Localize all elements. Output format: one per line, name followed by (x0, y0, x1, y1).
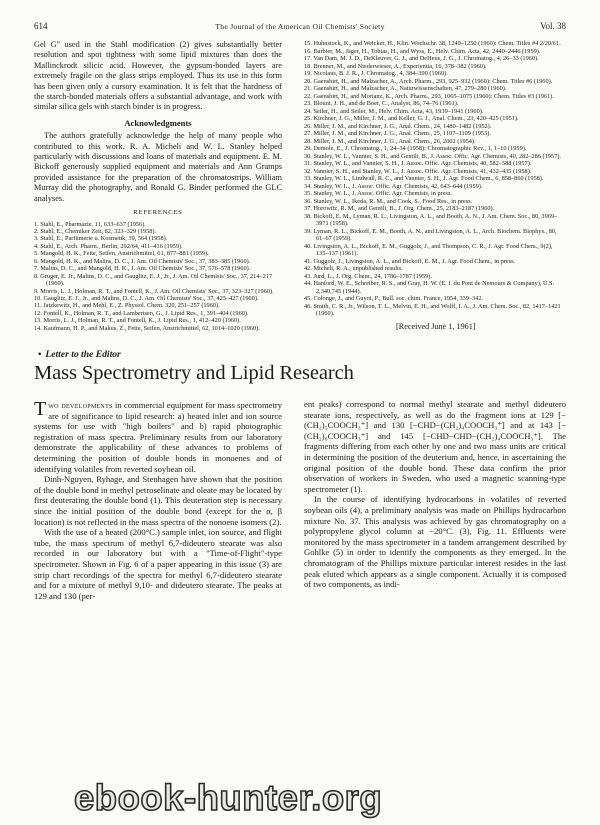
paragraph-text: in commercial equipment for mass spectrometry are of significance to lipid research: a) heated inlet and ion source systems for use with "high boilers" and b) rapid photographic registration of mass spectra. Preliminary results from our laboratory demonstrate the applicability of these advances to problems of determining the position of double bonds in monoenes and of identifying volatiles from reverted soybean oil. (34, 400, 282, 474)
reference-item: 33. Stanley, W. L., Lindwall, R. C., and Vannier, S. H., J. Agr. Food Chem., 6, 858–860 (1958). (304, 175, 544, 182)
article-paragraph: Dinh-Nguyen, Ryhage, and Stenhagen have shown that the position of the double bond in methyl petroselinate and oleate may be located by first deuterating the double bond (1). This deuteration step is necessary since the initial position of the double bond (except for the α, β location) is not reflected in the mass spectra of the nonoene isomers (2). (34, 474, 282, 527)
continuation-paragraph: Gel G'' used in the Stahl modification (2) gives substantially better resolution and spot tightness with some lipid mixtures than does the Mallinckrodt silicic acid. However, the gypsum-bonded layers are extremely fragile on the glass strips employed. Thus its use in this form has been given only a cursory examination. It is felt that the hardness of the starch-bonded materials offers a substantial advantage, and work with similar silica gels with starch binder is in progress. (34, 40, 282, 112)
reference-item: 17. Van Dam, M. J. D., DeKleuver, G. J., and DeHeus, J. G., J. Chromatog., 4, 26–33 (1960). (304, 55, 539, 62)
watermark: ebook-hunter.org (74, 777, 383, 818)
reference-item: 18. Brenner, M., and Niederwieser, A., Experientia, 16, 378–382 (1960). (304, 62, 487, 70)
reference-item: 26. Miller, J. M., and Kirchner, J. G., Anal. Chem., 24, 1480–1482 (1952). (304, 122, 492, 130)
reference-item: 27. Miller, J. M., and Kirchner, J. G., Anal. Chem., 25, 1107–1109 (1953). (304, 130, 491, 137)
volume-label: Vol. 38 (540, 21, 566, 31)
reference-item: 19. Nicolaus, B. J. R., J. Chromatog., 4, 384–390 (1960). (304, 70, 448, 77)
reference-item: 25. Kirchner, J. G., Miller, J. M., and Keller, G. J., Anal. Chem., 23, 420–425 (1951). (304, 115, 519, 122)
reference-item: 46. Smith, C. R., Jr., Wilson, T. L., Melvin, E. H., and Wolff, I. A., J. Am. Chem. Soc., 82, 1417–1421 (1960). (304, 302, 561, 317)
reference-item: 32. Vannier, S. H., and Stanley, W. L., J. Assoc. Offic. Agr. Chemists, 41, 432–435 (1958). (304, 167, 532, 175)
reference-item: 10. Gauglitz, E. J., Jr., and Malins, D. C., J. Am. Oil Chemists' Soc., 37, 425–427 (1960). (34, 295, 259, 303)
drop-cap: T (34, 398, 47, 420)
reference-item: 6. Mangold, H. K., and Malins, D. C., J. Am. Oil Chemists' Soc., 37, 383–385 (1960). (34, 257, 251, 265)
reference-item: 3. Stahl, E., Parfümerie u. Kosmetik, 39, 564 (1958). (34, 235, 168, 243)
acknowledgments-paragraph: The authors gratefully acknowledge the help of many people who contributed to this work. R. A. Micheli and W. L. Stanley helped particularly with discussions and loans of materials and equipment. E. M. Bickoff generously supplied equipment and materials and Ann Gramps provided assistance for the preparation of the chromatostrips. William Murray did the photography, and Ronald G. Binder performed the GLC analyses. (34, 131, 282, 203)
bullet-icon: • (38, 349, 42, 360)
reference-item: 16. Barbier, M., Jäger, H., Tobias, H., and Wyss, E., Helv. Chim. Acta, 42, 2440–2446 (1959). (304, 47, 541, 55)
reference-item: 28. Miller, J. M., and Kirchner, J. G., Anal. Chem., 26, 2002 (1954). (304, 137, 476, 145)
article-title: Mass Spectrometry and Lipid Research (34, 362, 354, 384)
article-paragraph: With the use of a heated (200°C.) sample inlet, ion source, and flight tube, the mass spectrum of methyl 6,7-dideutero stearate was also recorded in our laboratory but with a "Time-of-Flight"-type spectrometer. Shown in Fig. 6 of a paper appearing in this issue (3) are strip chart recordings of the spectra for methyl 6,7-dideutero stearate and for a mixture of methyl 9,10- and dideutero stearate. The peaks at 129 and 130 (per- (34, 527, 282, 601)
references-list-left (34, 221, 282, 333)
article-paragraph: In the course of identifying hydrocarbons in volatiles of reverted soybean oils (4), a preliminary analysis was made on Phillips hydrocarbon mixture No. 37. This analysis was achieved by gas chromatography on a polypropylene glycol column at −20°C. (3), Fig. 11. Effluents were monitored by the mass spectrometer in a tandem arrangement described by Gohlke (5) in order to identify the components as they emerged. In the chromatogram of the Phillips mixture particular interest resides in the last peak eluted which appears as a single component. Actually it is composed of two components, as indi- (304, 494, 566, 590)
reference-item: 13. Morris, L. J., Holman, R. T., and Fontell, K., J. Lipid Res., 1, 412–420 (1960). (34, 317, 241, 325)
reference-item: 20. Gaenshirt, H., and Malzacher, A., Arch. Pharm., 293, 925–932 (1960): Chem. Titles #6 (1960). (304, 77, 553, 85)
reference-item: 8. Gruger, E. Jr., Malins, D. C., and Gauglitz, E. J., Jr., J. Am. Oil Chemists' Soc., 37, 214–217 (1960). (34, 272, 273, 288)
reference-item: 4. Stahl, E., Arch. Pharm., Berlin, 292/64, 411–416 (1959). (34, 242, 183, 250)
reference-item: 22. Gaenshirt, H., and Morianz, K., Arch. Pharm., 293, 1065–1075 (1960): Chem. Titles #3 (1961). (304, 92, 554, 100)
reference-item: 23. Blount, J. H., and de Boer, C., Analyst, 86, 74–76 (1961). (304, 100, 459, 107)
reference-item: 42. Micheli, R. A., unpublished results. (304, 265, 403, 272)
reference-item: 41. Guggolz, J., Livingston, A. L., and Bickoff, E. M., J. Agr. Food Chem., in press. (304, 257, 516, 265)
reference-item: 43. Jurd, L., J. Org. Chem., 24, 1786–1787 (1959). (304, 272, 432, 280)
lead-in: wo developments (48, 400, 113, 410)
reference-item: 5. Mangold, H. K., Fette, Seifen, Anstrichmittel, 61, 877–881 (1959). (34, 250, 209, 258)
reference-item: 30. Stanley, W. L., Vannier, S. H., and Gentili, B., J. Assoc. Offic. Agr. Chemists, 40, 282–286 (1957). (304, 152, 561, 160)
references-heading: REFERENCES (133, 209, 183, 217)
reference-item: 11. Jatzkewitz, H., and Mehl, E., Z. Physiol. Chem. 320, 251–257 (1960). (34, 302, 220, 310)
previous-article-left-column (34, 40, 282, 332)
section-label (38, 349, 121, 360)
article-paragraph: ent peaks) correspond to normal methyl stearate and methyl dideutero stearate ions, respectively, as well as do the fragment ions at 129 [−(CH₂)₅COOCH₃⁺] and 130 [−CHD−(CH₂)₄COOCH₃⁺] and at 143 [−(CH₂)₆COOCH₃⁺] and 145 [−CHD−CHD−(CH₂)₄COOCH₃⁺]. The fragments differing from each other by one and two mass units are critical in determining the position of the deuterium and, hence, in ascertaining the original position of the double bond. These data confirm the prior observation of workers in Sweden, who used a magnetic scanning-type spectrometer (1). (304, 399, 566, 494)
reference-item: 1. Stahl, E., Pharmazie, 11, 633–637 (1956). (34, 220, 146, 228)
reference-item: 9. Morris, L. J., Holman, R. T., and Fontell, K., J. Am. Oil Chemists' Soc., 37, 323–327 (1960). (34, 287, 274, 295)
article-left-column (34, 400, 282, 601)
reference-item: 45. Colonge, J., and Guyot, P., Bull. soc. chim. France, 1954, 339–342. (304, 295, 484, 302)
reference-item: 37. Horowitz, R. M., and Gentili, B., J. Org. Chem., 25, 2183–2187 (1960). (304, 205, 495, 212)
references-list-right (304, 40, 566, 318)
page-number: 614 (34, 21, 48, 31)
reference-item: 2. Stahl, E., Chemiker Zeit, 82, 323–329 (1958). (34, 227, 157, 235)
reference-item: 14. Kaufmann, H. P., and Makus, Z., Fette, Seifen, Anstrichmittel, 62, 1014–1020 (1960). (34, 324, 260, 332)
running-head (34, 21, 566, 35)
article-right-column (304, 399, 566, 590)
reference-item: 44. Hanford, W. E., Schreiber, R. S., and Gray, H. W. (E. I. du Pont de Nemours & Company), U.S. 2,340,745 (1944). (304, 280, 555, 295)
reference-item: 40. Livingston, A. L., Bickoff, E. M., Guggolz, J., and Thompson, C. R., J. Agr. Food Chem., 9(2), 135–137 (1961). (304, 242, 553, 257)
reference-item: 38. Bickoff, E. M., Lyman, R. L., Livingston, A. L., and Booth, A. N., J. Am. Chem. Soc., 80, 3969–3971 (1958). (304, 212, 558, 227)
reference-item: 35. Stanley, W. L., J. Assoc. Offic. Agr. Chemists, in press. (304, 190, 452, 197)
reference-item: 36. Stanley, W. L., Ikeda, R. M., and Cook, S., Food Res., in press. (304, 197, 473, 205)
acknowledgments-heading: Acknowledgments (124, 117, 192, 128)
previous-article-right-column (304, 40, 566, 318)
reference-item: 29. Demole, E., J. Chromatog., 1, 24–34 (1958): Chromatographic Rev., 1, 1–10 (1959). (304, 145, 527, 152)
journal-title: The Journal of the American Oil Chemists' Society (215, 22, 385, 31)
section-label-text: Letter to the Editor (45, 349, 121, 360)
reference-item: 12. Fontell, K., Holman, R. T., and Lambertsen, G., J. Lipid Res., 1, 391–404 (1960). (34, 309, 249, 317)
received-date: [Received June 1, 1961] (396, 322, 476, 331)
reference-item: 21. Gaenshirt, H., and Malzacher, A., Naturwissenschaften, 47, 279–280 (1960). (304, 85, 507, 92)
reference-item: 39. Lyman, R. L., Bickoff, E. M., Booth, A. N., and Livingston, A. L., Arch. Biochem. Biophys., 80, 61–67 (1959). (304, 227, 557, 242)
reference-item: 31. Stanley, W. L., and Vannier, S. H., J. Assoc. Offic. Agr. Chemists, 40, 582–588 (1957). (304, 160, 532, 167)
reference-item: 34. Stanley, W. L., J. Assoc. Offic. Agr. Chemists, 42, 643–644 (1959). (304, 182, 483, 190)
reference-item: 24. Seiler, H., and Seiler, M., Helv. Chim. Acta, 43, 1939–1941 (1960). (304, 107, 484, 115)
article-paragraph (34, 400, 282, 474)
reference-item: 15. Huhnstock, K., and Weicker, H., Klin. Wochschr. 38, 1249–1250 (1960): Chem. Titles #4 2/20/61. (304, 40, 561, 47)
reference-item: 7. Malins, D. C., and Mangold, H. K., J. Am. Oil Chemists' Soc., 37, 576–578 (1960). (34, 265, 251, 273)
